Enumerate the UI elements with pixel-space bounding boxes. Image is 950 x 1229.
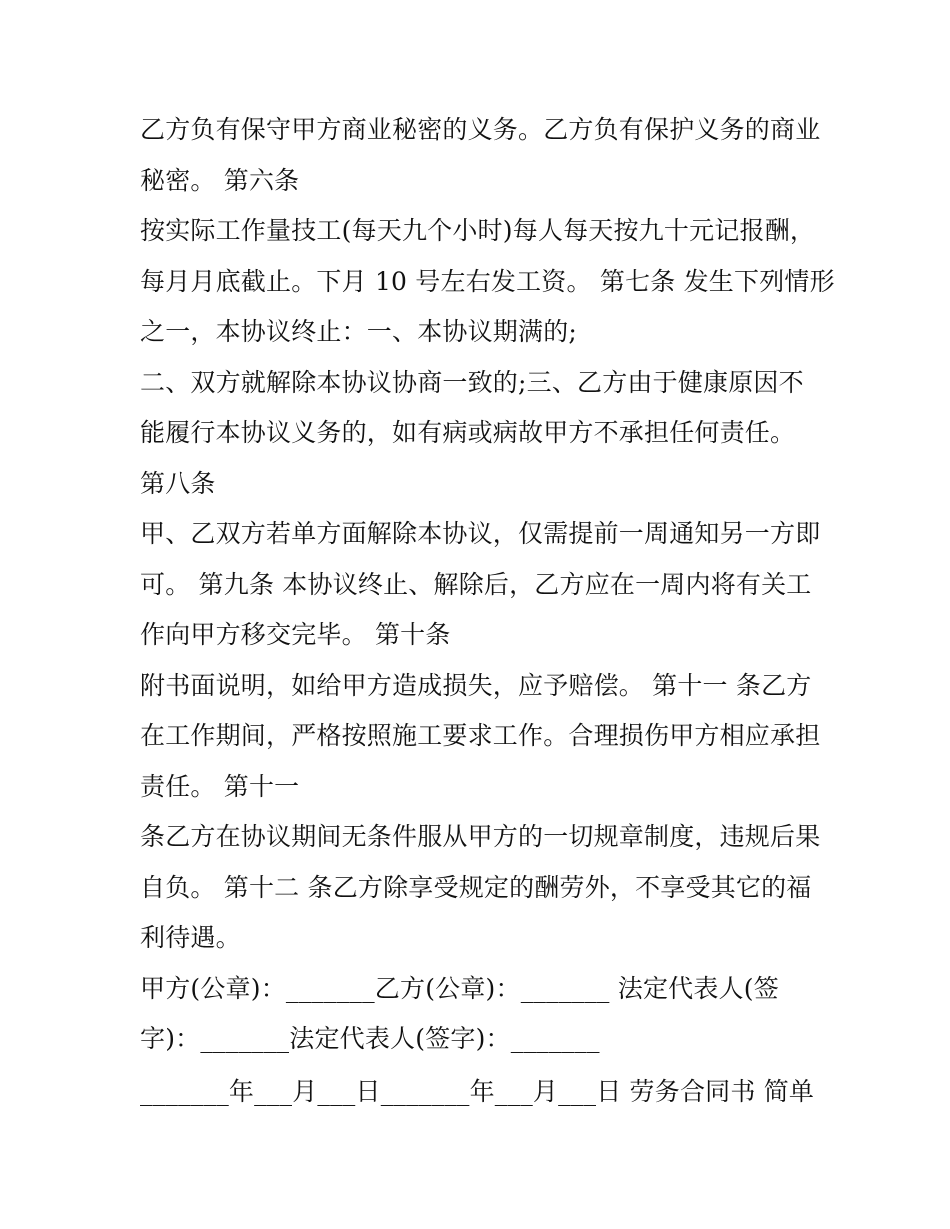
text-line: 利待遇。 xyxy=(140,923,241,952)
text-line: 乙方负有保守甲方商业秘密的义务。乙方负有保护义务的商业 xyxy=(140,115,821,144)
text-line: 甲、乙双方若单方面解除本协议，仅需提前一周通知另一方即 xyxy=(140,519,821,548)
contract-body-text xyxy=(140,105,835,1117)
text-line: 可。 第九条 本协议终止、解除后，乙方应在一周内将有关工 xyxy=(140,569,812,599)
signature-line-representatives: 字)：_______法定代表人(签字)：_______ xyxy=(140,1024,600,1053)
date-line: _______年___月___日_______年___月___日 劳务合同书 简单 xyxy=(140,1076,815,1106)
text-line: 每月月底截止。下月 10 号左右发工资。 第七条 发生下列情形 xyxy=(140,266,835,296)
text-line: 在工作期间，严格按照施工要求工作。合理损伤甲方相应承担 xyxy=(140,721,821,750)
text-line: 二、双方就解除本协议协商一致的;三、乙方由于健康原因不 xyxy=(140,367,804,397)
text-line: 作向甲方移交完毕。 第十条 xyxy=(140,620,451,649)
text-line: 附书面说明，如给甲方造成损失，应予赔偿。 第十一 条乙方 xyxy=(140,670,812,700)
text-line: 第八条 xyxy=(140,468,216,498)
text-line: 自负。 第十二 条乙方除享受规定的酬劳外，不享受其它的福 xyxy=(140,872,812,902)
text-line: 按实际工作量技工(每天九个小时)每人每天按九十元记报酬， xyxy=(140,216,816,245)
text-line: 之一，本协议终止：一、本协议期满的; xyxy=(140,317,578,346)
signature-line-parties: 甲方(公章)：_______乙方(公章)：_______ 法定代表人(签 xyxy=(140,973,779,1003)
text-line: 秘密。 第六条 xyxy=(140,165,300,195)
text-line: 责任。 第十一 xyxy=(140,771,300,801)
text-line: 能履行本协议义务的，如有病或病故甲方不承担任何责任。 xyxy=(140,418,796,447)
text-line: 条乙方在协议期间无条件服从甲方的一切规章制度，违规后果 xyxy=(140,822,821,851)
